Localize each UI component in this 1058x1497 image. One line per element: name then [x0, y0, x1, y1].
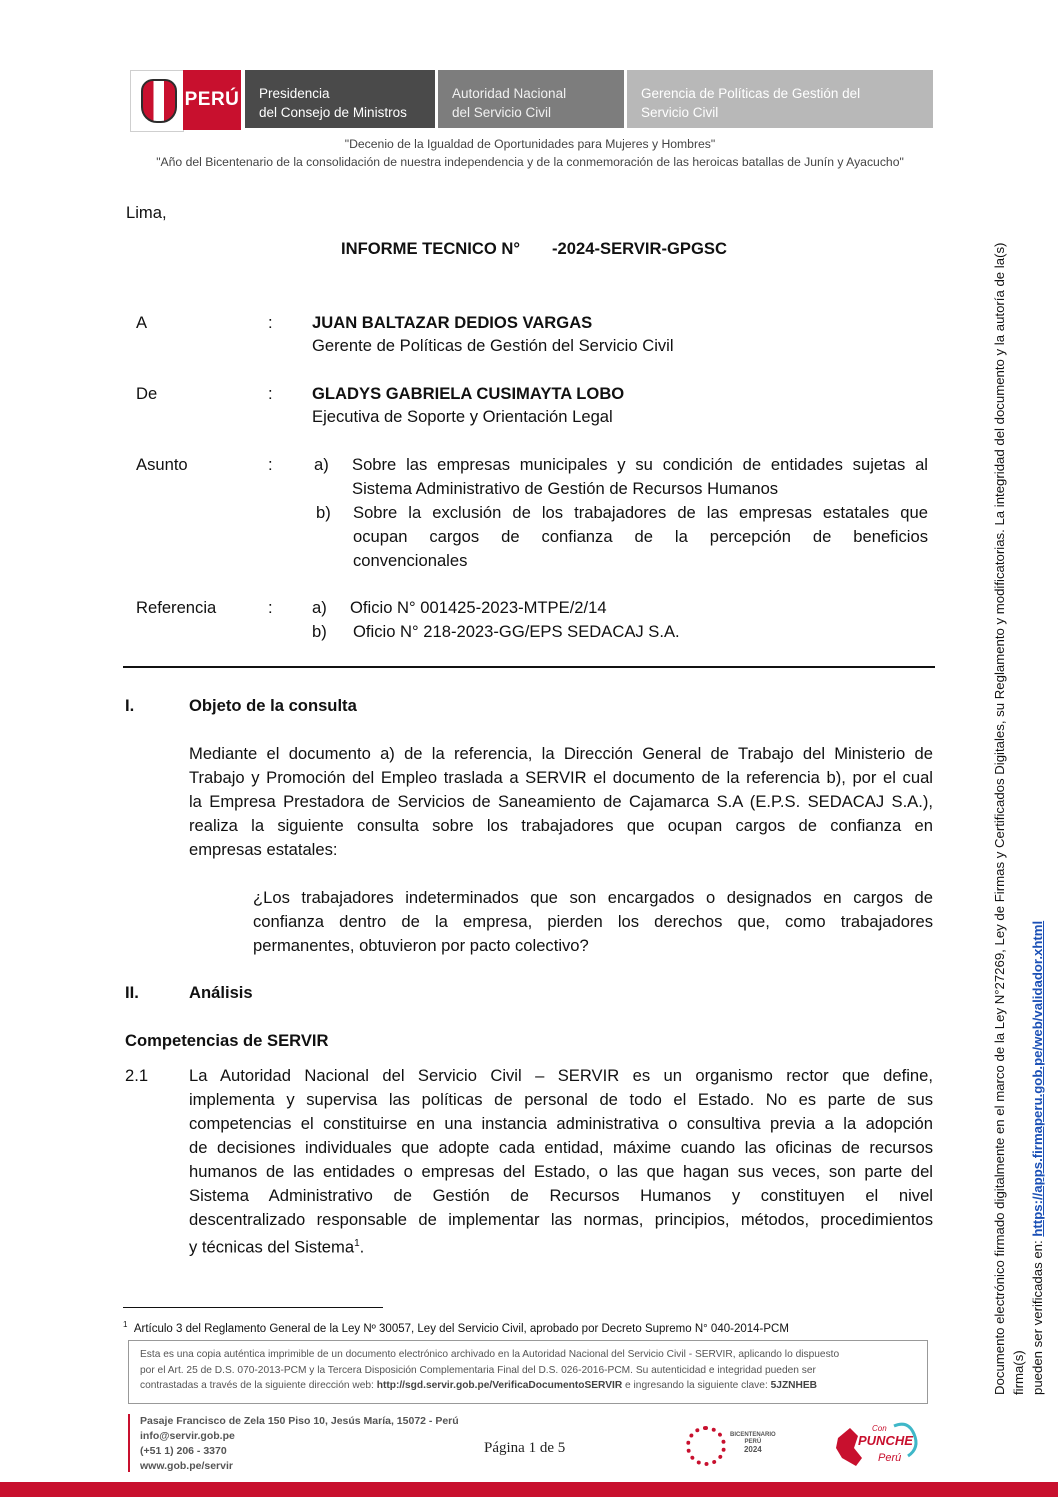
header-box-gerencia-line1: Gerencia de Políticas de Gestión del	[641, 86, 861, 101]
authenticity-mid: e ingresando la siguiente clave:	[622, 1380, 771, 1391]
report-title	[341, 237, 727, 261]
bicentenario-line2: PERÚ	[744, 1439, 762, 1445]
place-date: Lima,	[126, 203, 167, 222]
header-box-pcm-line2: del Consejo de Ministros	[259, 105, 407, 120]
bicentenario-line3: 2024	[743, 1445, 762, 1454]
section2-line: descentralizado responsable de implementar las normas, principios, métodos, procedimientos	[189, 1210, 933, 1229]
to-role: Gerente de Políticas de Gestión del Servicio Civil	[312, 336, 674, 355]
authenticity-prefix: contrastadas a través de la siguiente dirección web:	[140, 1380, 377, 1391]
digital-signature-notice	[990, 195, 1045, 1395]
authenticity-line3	[140, 1378, 916, 1394]
footnote-text: Artículo 3 del Reglamento General de la Ley Nº 30057, Ley del Servicio Civil, aprobado por Decreto Supremo N° 040-2014-PCM	[133, 1322, 789, 1335]
section2-subheading: Competencias de SERVIR	[125, 1031, 329, 1050]
header-box-servir-line2: del Servicio Civil	[452, 105, 552, 120]
header-divider	[123, 666, 935, 668]
decenio-slogan: "Decenio de la Igualdad de Oportunidades para Mujeres y Hombres"	[344, 137, 716, 151]
section1-line: Mediante el documento a) de la referencia, la Dirección General de Trabajo del Ministerio de	[189, 744, 933, 763]
peru-logo-text: PERÚ	[184, 89, 240, 110]
subject-b-marker: b)	[316, 503, 331, 522]
header-box-gerencia-line2: Servicio Civil	[641, 105, 719, 120]
section1-number: I.	[125, 696, 135, 715]
subject-b-line1: Sobre la exclusión de los trabajadores de las empresas estatales que	[353, 503, 928, 522]
signature-notice-line2	[1028, 195, 1047, 1395]
report-title-prefix: INFORME TECNICO N°	[341, 239, 521, 258]
footer-email[interactable]: info@servir.gob.pe	[140, 1430, 235, 1442]
to-label: A	[136, 313, 148, 332]
footnote-ref[interactable]: 1	[354, 1238, 360, 1249]
punche-line1: Con	[872, 1424, 887, 1433]
subject-a-marker: a)	[314, 455, 329, 474]
footer-contact	[140, 1414, 459, 1474]
header-box-gerencia	[627, 70, 933, 128]
signature-notice-prefix: pueden ser verificadas en:	[1030, 1236, 1045, 1395]
from-name: GLADYS GABRIELA CUSIMAYTA LOBO	[312, 384, 625, 403]
from-role: Ejecutiva de Soporte y Orientación Legal	[312, 407, 613, 426]
section1-heading: Objeto de la consulta	[189, 696, 357, 715]
subject-colon: :	[268, 455, 273, 474]
subject-a-line2: Sistema Administrativo de Gestión de Recursos Humanos	[352, 479, 779, 498]
subject-b-line2: ocupan cargos de confianza de la percepción de beneficios	[353, 527, 928, 546]
section2-line: de decisiones individuales que adopte cada entidad, máxime cuando las oficinas de recursos	[189, 1138, 933, 1157]
reference-label: Referencia	[136, 598, 217, 617]
reference-colon: :	[268, 598, 273, 617]
header-box-pcm-line1: Presidencia	[259, 86, 330, 101]
footnote-number: 1	[123, 1320, 128, 1329]
footnote	[123, 1320, 789, 1335]
footer-red-band	[0, 1482, 1058, 1497]
peru-logo	[183, 70, 241, 130]
authenticity-line2: por el Art. 25 de D.S. 070-2013-PCM y la Tercera Disposición Complementaria Final del D.S. 026-2016-PCM. Su autenticidad e integridad pueden ser	[140, 1364, 816, 1376]
section2-line: competencias el constituirse en una instancia administrativa o consultiva previa a la adopción	[189, 1114, 933, 1133]
quote-line: confianza dentro de la empresa, pierden los derechos que, como trabajadores	[253, 912, 933, 931]
authenticity-notice	[128, 1340, 928, 1404]
header-box-servir	[438, 70, 624, 128]
bicentenario-line1: BICENTENARIO	[730, 1432, 776, 1438]
section2-line: implementa y supervisa las políticas de personal de todo el Estado. No es parte de sus	[189, 1090, 933, 1109]
section2-heading: Análisis	[189, 983, 253, 1002]
footer-address: Pasaje Francisco de Zela 150 Piso 10, Jesús María, 15072 - Perú	[140, 1415, 459, 1427]
report-title-number: -2024-SERVIR-GPGSC	[552, 239, 727, 258]
header-box-pcm	[245, 70, 435, 128]
footer-accent-bar	[128, 1414, 130, 1472]
section2-line: Sistema Administrativo de Gestión de Recursos Humanos y constituyen el nivel	[189, 1186, 933, 1205]
verification-key: 5JZNHEB	[770, 1380, 818, 1391]
validator-link[interactable]: https://apps.firmaperu.gob.pe/web/validador.xhtml	[1030, 920, 1045, 1237]
punche-line2: PUNCHE	[858, 1433, 913, 1448]
reference-a: Oficio N° 001425-2023-MTPE/2/14	[350, 598, 607, 617]
footnote-rule	[123, 1307, 383, 1308]
section1-line: Trabajo y Promoción del Empleo traslada a SERVIR el documento de la referencia b), por el cual	[189, 768, 933, 787]
reference-b: Oficio N° 218-2023-GG/EPS SEDACAJ S.A.	[353, 622, 680, 641]
to-name: JUAN BALTAZAR DEDIOS VARGAS	[312, 313, 593, 332]
section1-line: empresas estatales:	[189, 840, 338, 859]
reference-a-marker: a)	[312, 598, 327, 617]
subject-a-line1: Sobre las empresas municipales y su condición de entidades sujetas al	[352, 455, 928, 474]
verification-url[interactable]: http://sgd.servir.gob.pe/VerificaDocumentoSERVIR	[376, 1380, 623, 1391]
from-colon: :	[268, 384, 273, 403]
subject-b-line3: convencionales	[353, 551, 468, 570]
to-colon: :	[268, 313, 273, 332]
signature-notice-line1: Documento electrónico firmado digitalmente en el marco de la Ley N°27269, Ley de Firmas y Certificados Digitales, su Reglamento y modificatorias. La integridad del documento y la autoría de la(s) firma(s)	[992, 242, 1026, 1395]
footer-phone: (+51 1) 206 - 3370	[140, 1445, 227, 1457]
quote-line: permanentes, obtuvieron por pacto colectivo?	[253, 936, 589, 955]
section2-number: II.	[125, 983, 139, 1002]
quote-line: ¿Los trabajadores indeterminados que son encargados o designados en cargos de	[253, 888, 933, 907]
section2-paragraph	[189, 1064, 933, 1260]
section2-line: humanos de las entidades o empresas del Estado, o las que hagan sus veces, son parte del	[189, 1162, 933, 1181]
header-box-servir-line1: Autoridad Nacional	[452, 86, 567, 101]
punche-line3: Perú	[878, 1452, 902, 1464]
footer-website[interactable]: www.gob.pe/servir	[140, 1460, 233, 1472]
con-punche-peru-logo	[832, 1418, 924, 1470]
page-number: Página 1 de 5	[484, 1440, 566, 1456]
peru-coat-of-arms-icon	[130, 70, 184, 132]
section1-paragraph	[189, 742, 933, 862]
section2-last-line	[189, 1232, 933, 1260]
bicentenario-logo-text	[730, 1432, 776, 1453]
from-label: De	[136, 384, 158, 403]
reference-b-marker: b)	[312, 622, 327, 641]
section2-last-text: y técnicas del Sistema	[189, 1237, 355, 1257]
section1-line: la Empresa Prestadora de Servicios de Saneamiento de Cajamarca S.A (E.P.S. SEDACAJ S.A.),	[189, 792, 933, 811]
bicentenario-logo-icon	[686, 1426, 726, 1466]
section2-period: .	[359, 1237, 365, 1257]
year-slogan: "Año del Bicentenario de la consolidación de nuestra independencia y de la conmemoración de las heroicas batallas de Junín y Ayacucho"	[156, 155, 904, 169]
consultation-quote	[253, 886, 933, 958]
authenticity-line1: Esta es una copia auténtica imprimible de un documento electrónico archivado en la Autoridad Nacional del Servicio Civil - SERVIR, aplicando lo dispuesto	[140, 1349, 840, 1360]
section1-line: realiza la siguiente consulta sobre los trabajadores que ocupan cargos de confianza en	[189, 816, 933, 835]
paragraph-number: 2.1	[125, 1066, 149, 1085]
section2-line: La Autoridad Nacional del Servicio Civil – SERVIR es un organismo rector que define,	[189, 1066, 933, 1085]
subject-label: Asunto	[136, 455, 188, 474]
